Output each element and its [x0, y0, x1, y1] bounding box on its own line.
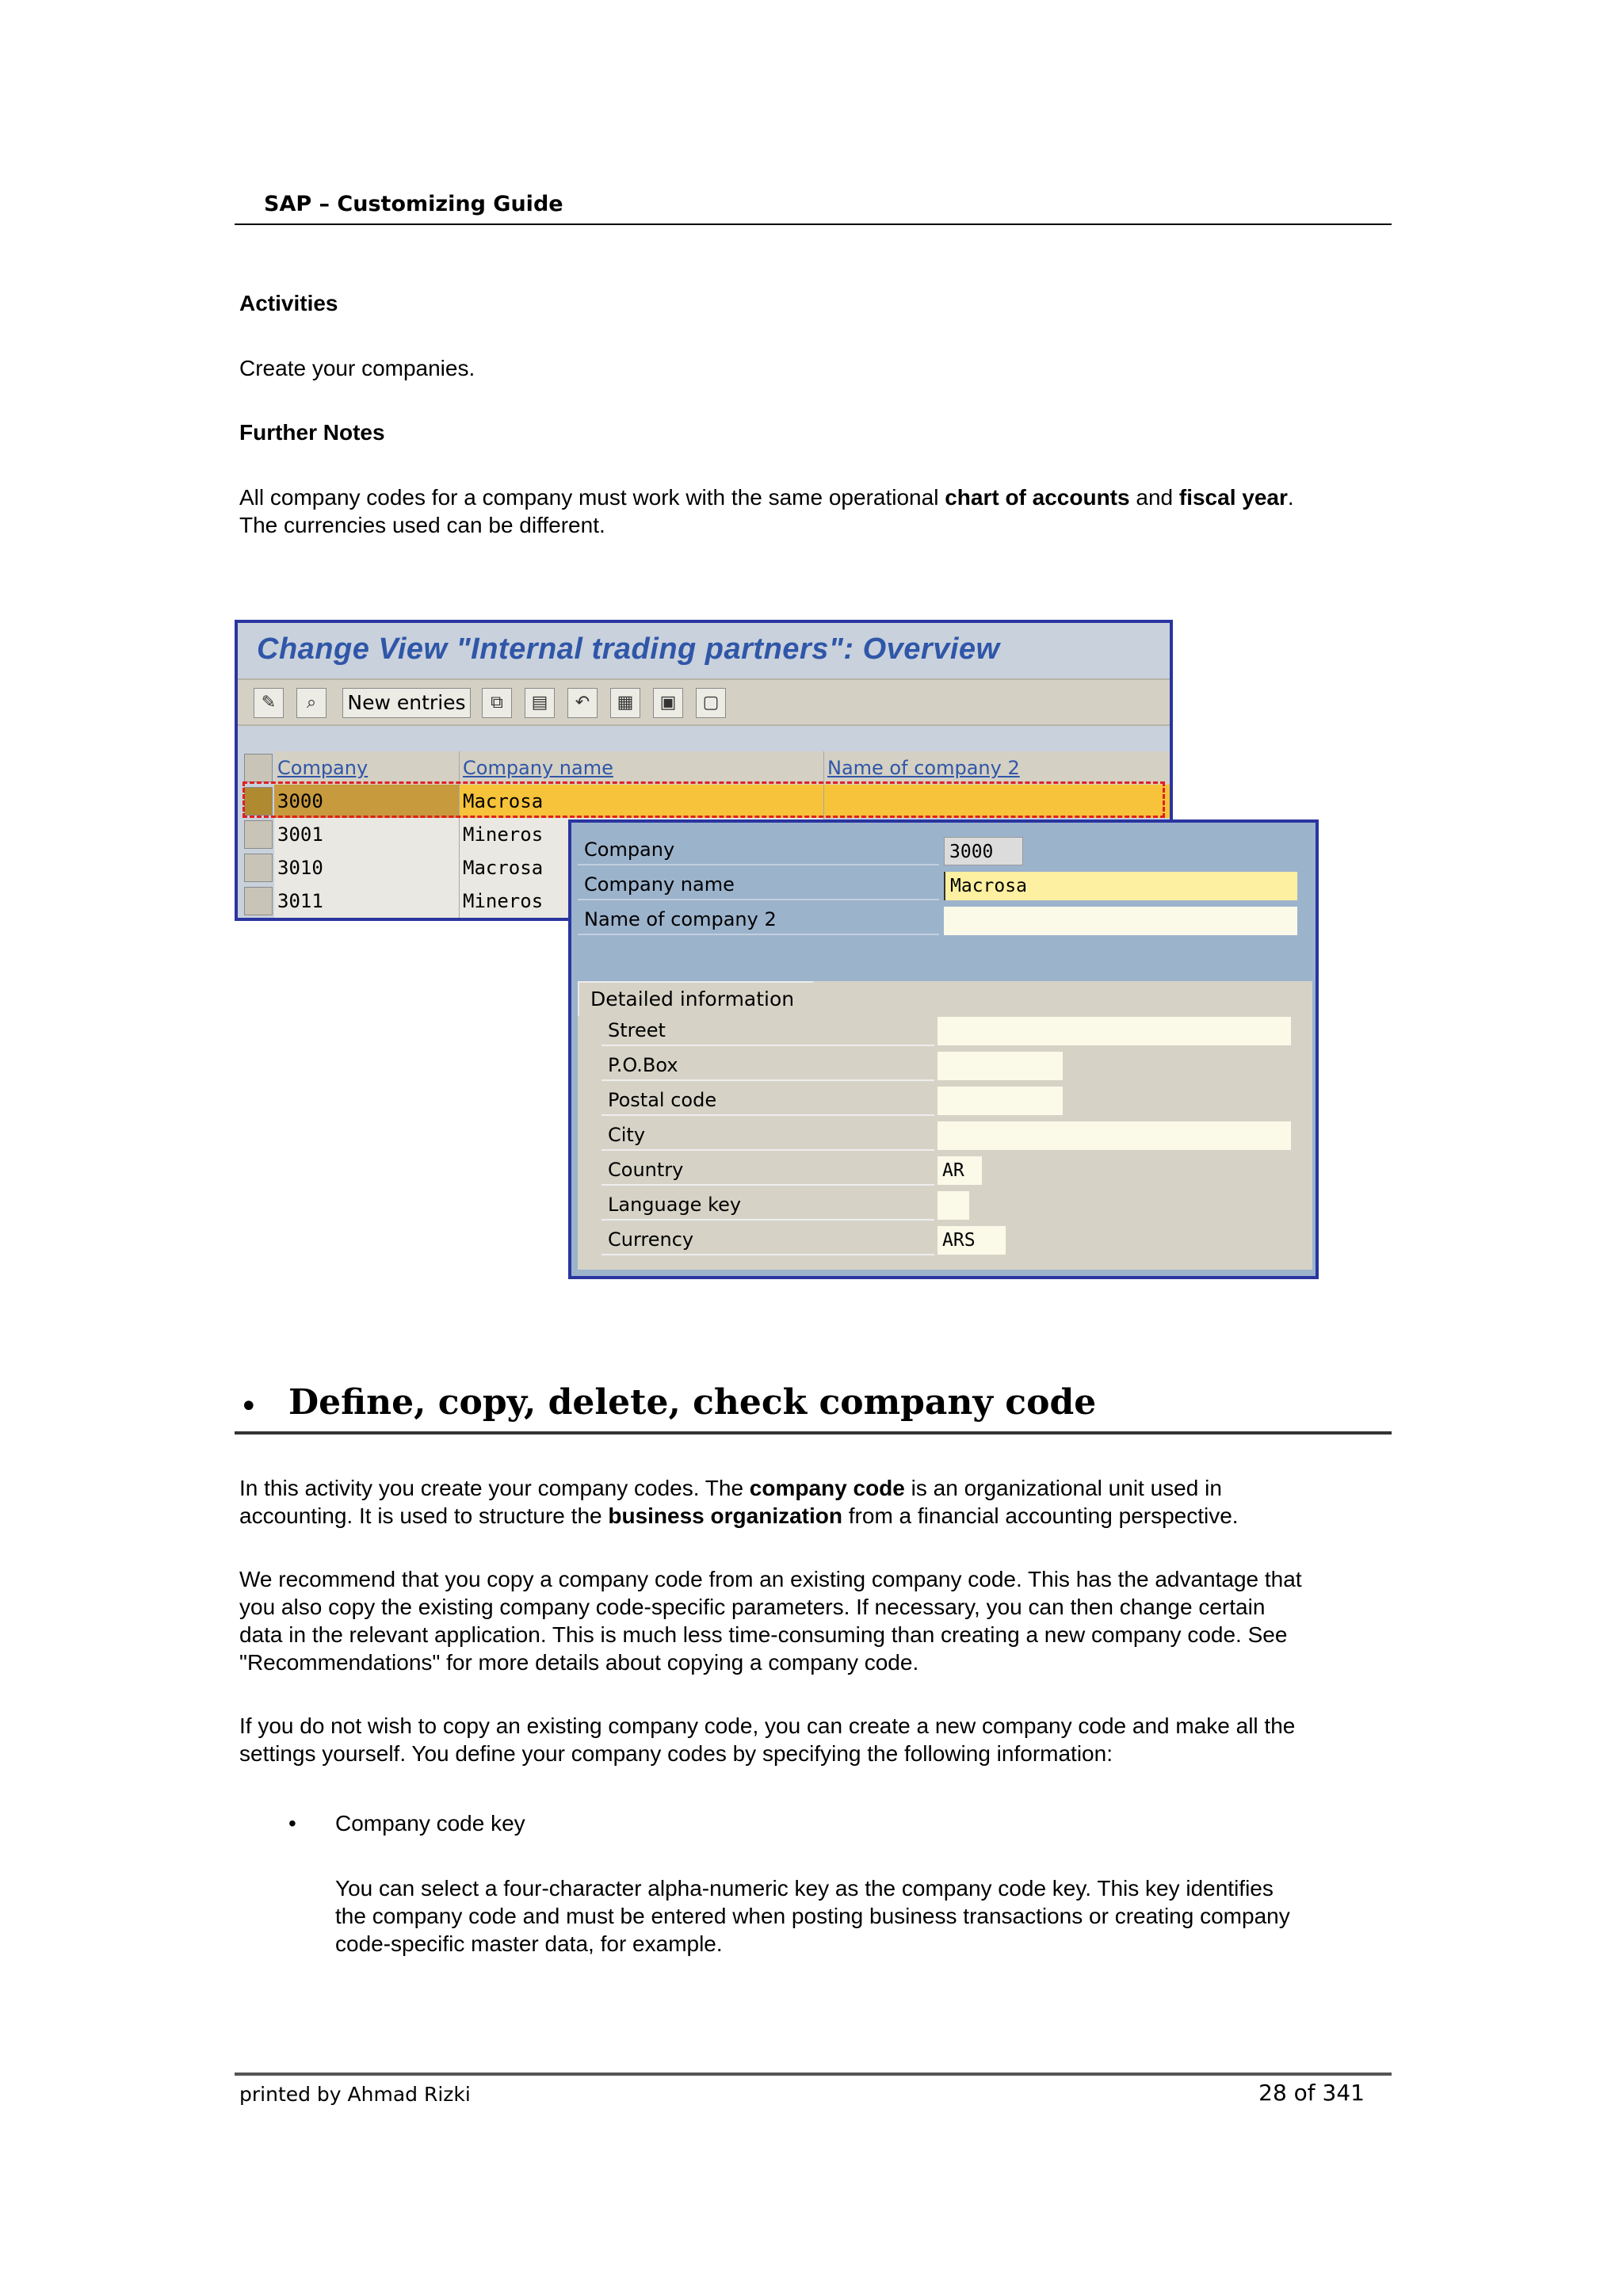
undo-icon[interactable]: ↶	[567, 688, 598, 718]
deselect-all-icon[interactable]: ▢	[696, 688, 726, 718]
row-selector[interactable]	[244, 854, 273, 882]
further-notes-line2: The currencies used can be different.	[239, 513, 605, 537]
header-divider	[235, 223, 1392, 225]
copy-icon[interactable]: ⧉	[482, 688, 512, 718]
select-all-cell[interactable]	[244, 754, 273, 782]
document-header-title: SAP – Customizing Guide	[264, 192, 563, 216]
field-city	[601, 1119, 1307, 1151]
row-selector[interactable]	[244, 887, 273, 915]
p1-text-d: accounting. It is used to structure the	[239, 1503, 609, 1528]
field-company-name	[578, 869, 1312, 900]
define-paragraph	[239, 1712, 1295, 1767]
detailed-information-group	[578, 981, 1312, 1270]
field-name2	[578, 904, 1312, 935]
col-header-company-name[interactable]: Company name	[460, 751, 824, 785]
p3-line: If you do not wish to copy an existing company code, you can create a new company code and make all the	[239, 1713, 1296, 1738]
language-key-label: Language key	[601, 1189, 934, 1221]
currency-input[interactable]: ARS	[938, 1226, 1006, 1255]
name2-input[interactable]	[944, 907, 1297, 935]
p1-company-code: company code	[749, 1476, 905, 1500]
postal-code-label: Postal code	[601, 1084, 934, 1116]
p2-line: you also copy the existing company code-specific parameters. If necessary, you can then change certain	[239, 1595, 1266, 1619]
cell-company[interactable]: 3010	[274, 851, 460, 884]
detailed-information-tab[interactable]: Detailed information	[578, 981, 813, 1016]
cell-company-name[interactable]: Mineros	[460, 884, 824, 918]
cell-company[interactable]: 3011	[274, 884, 460, 918]
p2-line: We recommend that you copy a company code from an existing company code. This has the advantage that	[239, 1567, 1302, 1591]
section-heading-rule	[235, 1431, 1392, 1435]
cell-company[interactable]: 3000	[274, 785, 460, 818]
country-input[interactable]: AR	[938, 1156, 982, 1185]
row-selector[interactable]	[244, 820, 273, 849]
selected-row-highlight	[242, 781, 1165, 818]
p1-business-organization: business organization	[608, 1503, 842, 1528]
field-company	[578, 834, 1312, 865]
cell-company-name[interactable]: Mineros	[460, 818, 824, 851]
footer-divider	[235, 2073, 1392, 2076]
p1-text-a: In this activity you create your company codes. The	[239, 1476, 750, 1500]
company-value: 3000	[944, 837, 1023, 865]
postal-code-input[interactable]	[938, 1087, 1063, 1115]
desc-line: code-specific master data, for example.	[335, 1931, 723, 1956]
further-notes-line1	[239, 483, 1294, 511]
list-item-description	[335, 1874, 1290, 1958]
desc-line: the company code and must be entered when posting business transactions or creating company	[335, 1904, 1290, 1928]
city-input[interactable]	[938, 1121, 1291, 1150]
company-name-label: Company name	[578, 869, 939, 900]
col-header-company[interactable]: Company	[274, 751, 460, 785]
activities-heading: Activities	[239, 291, 338, 315]
recommend-paragraph	[239, 1565, 1302, 1676]
select-block-icon[interactable]: ▣	[653, 688, 683, 718]
intro-paragraph	[239, 1474, 1239, 1530]
col-header-name2[interactable]: Name of company 2	[824, 751, 1170, 785]
desc-line: You can select a four-character alpha-numeric key as the company code key. This key identifies	[335, 1876, 1274, 1901]
sap-window-title: Change View "Internal trading partners": Overview	[257, 632, 1000, 666]
table-header-row	[238, 751, 1170, 785]
field-country	[601, 1154, 1307, 1186]
field-postal-code	[601, 1084, 1307, 1116]
p3-line: settings yourself. You define your company codes by specifying the following information:	[239, 1741, 1113, 1766]
notes-text-e: .	[1287, 485, 1294, 510]
heading-bullet: •	[239, 1389, 258, 1425]
activities-text: Create your companies.	[239, 356, 475, 380]
p1-text-f: from a financial accounting perspective.	[842, 1503, 1239, 1528]
cell-company-name[interactable]: Macrosa	[460, 851, 824, 884]
field-language-key	[601, 1189, 1307, 1221]
company-label: Company	[578, 834, 939, 865]
cell-company-name[interactable]: Macrosa	[460, 785, 824, 818]
notes-fiscal-year: fiscal year	[1178, 485, 1288, 510]
pobox-label: P.O.Box	[601, 1049, 934, 1081]
city-label: City	[601, 1119, 934, 1151]
cell-company[interactable]: 3001	[274, 818, 460, 851]
language-key-input[interactable]	[938, 1191, 969, 1220]
further-notes-heading: Further Notes	[239, 420, 385, 445]
printed-by: printed by Ahmad Rizki	[239, 2083, 471, 2106]
p1-text-c: is an organizational unit used in	[904, 1476, 1222, 1500]
sap-toolbar	[238, 678, 1170, 726]
display-change-icon[interactable]: ✎	[254, 688, 284, 718]
list-bullet: •	[288, 1811, 296, 1836]
p2-line: "Recommendations" for more details about copying a company code.	[239, 1650, 919, 1675]
section-heading: Define, copy, delete, check company code	[288, 1382, 1097, 1423]
field-street	[601, 1014, 1307, 1046]
new-entries-button[interactable]: New entries	[342, 688, 471, 718]
p2-line: data in the relevant application. This is much less time-consuming than creating a new company code. See	[239, 1622, 1288, 1647]
notes-text-a: All company codes for a company must work with the same operational	[239, 485, 945, 510]
find-icon[interactable]: ⌕	[296, 688, 327, 718]
list-item-company-code-key: Company code key	[335, 1811, 525, 1836]
street-input[interactable]	[938, 1017, 1291, 1045]
notes-chart-of-accounts: chart of accounts	[945, 485, 1130, 510]
field-pobox	[601, 1049, 1307, 1081]
field-currency	[601, 1224, 1307, 1255]
currency-label: Currency	[601, 1224, 934, 1255]
pobox-input[interactable]	[938, 1052, 1063, 1080]
country-label: Country	[601, 1154, 934, 1186]
select-all-icon[interactable]: ▦	[610, 688, 640, 718]
name2-label: Name of company 2	[578, 904, 939, 935]
company-name-input[interactable]: Macrosa	[944, 872, 1297, 900]
sap-detail-window	[568, 819, 1319, 1279]
delete-icon[interactable]: ▤	[525, 688, 555, 718]
street-label: Street	[601, 1014, 934, 1046]
page-number: 28 of 341	[1258, 2080, 1365, 2106]
notes-text-c: and	[1129, 485, 1179, 510]
